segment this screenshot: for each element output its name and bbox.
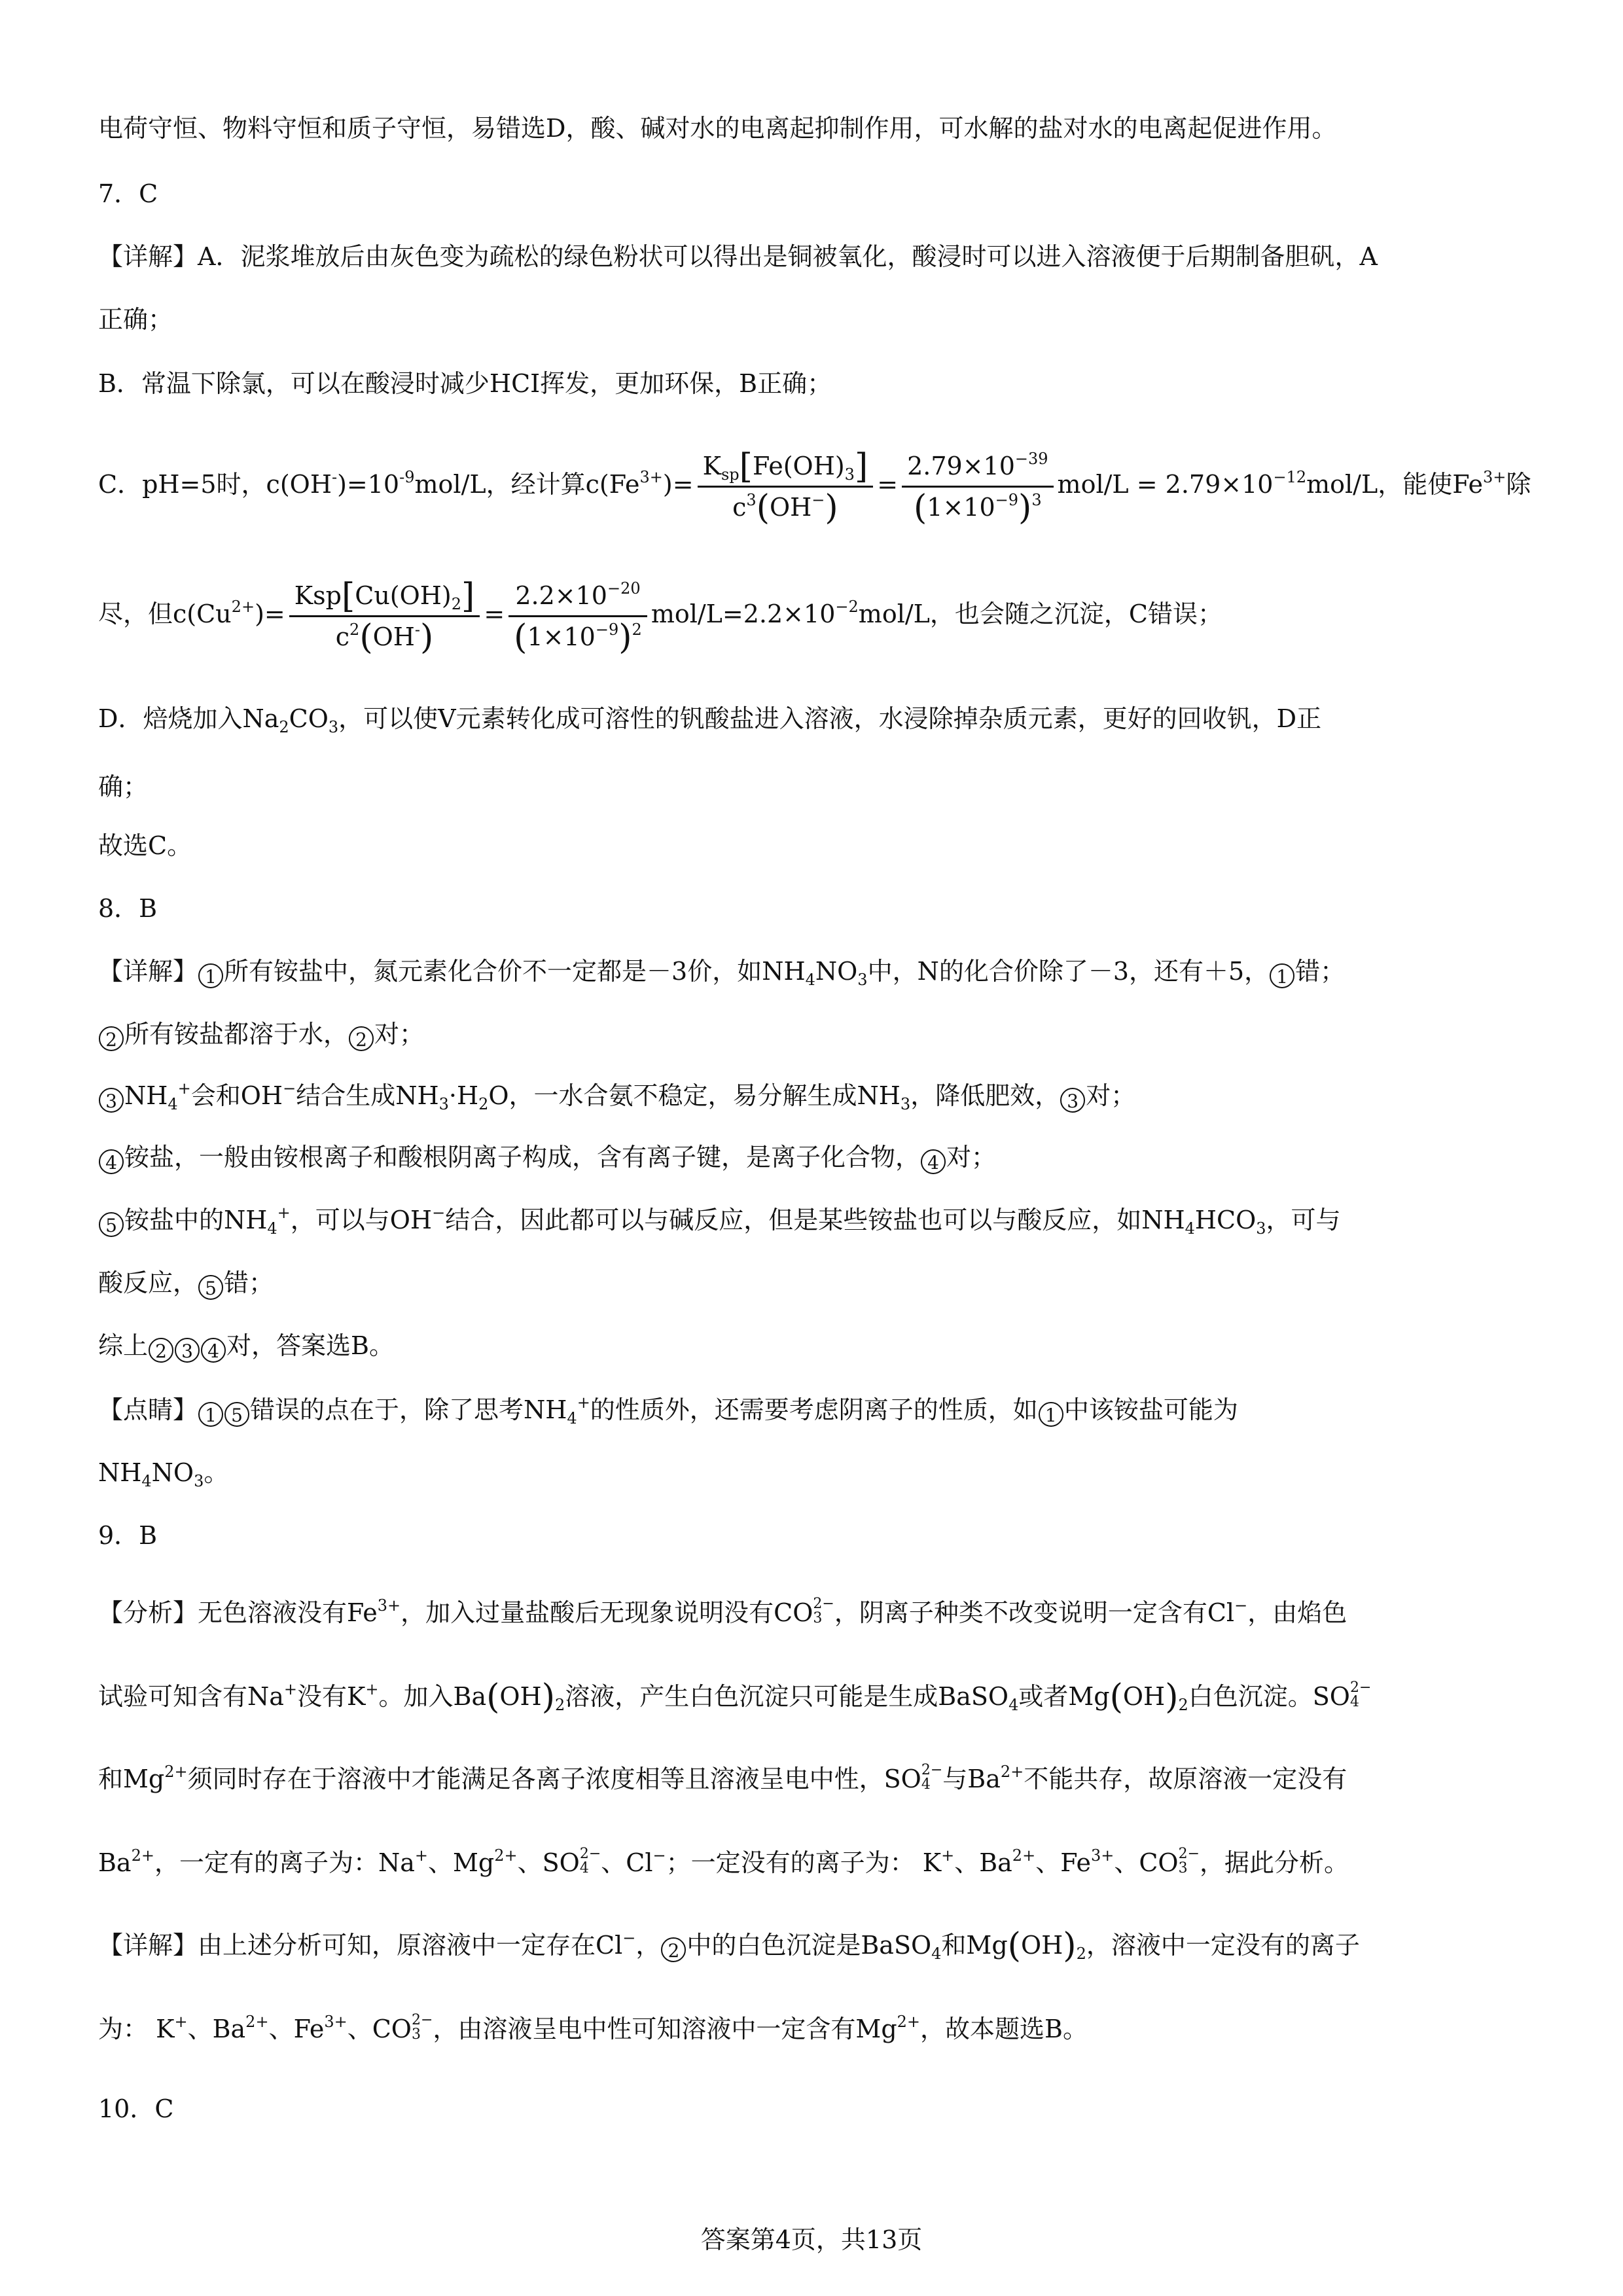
- q8-item-1: 【详解】 1 所有铵盐中，氮元素化合价不一定都是－3价，如$NH_4NO_3$中，N的化合价除了－3，还有＋5， 1 错；: [98, 957, 1346, 989]
- circled-5-icon: 5: [99, 1212, 124, 1237]
- circled-5-icon: 5: [224, 1402, 249, 1427]
- q7-detail-a: 【详解】A．泥浆堆放后由灰色变为疏松的绿色粉状可以得出是铜被氧化，酸浸时可以进入溶液便于后期制备胆矾，A: [98, 242, 1378, 271]
- q8-item-4: 4 铵盐，一般由铵根离子和酸根阴离子构成，含有离子键，是离子化合物， 4 对；: [98, 1141, 1525, 1174]
- circled-4-icon: 4: [921, 1149, 946, 1174]
- circled-3-icon: 3: [99, 1088, 124, 1113]
- circled-3-icon: 3: [1060, 1088, 1085, 1113]
- circled-2-icon: 2: [661, 1937, 686, 1962]
- q8-item-3: 3 $NH_4^+$会和OH−结合生成$NH_3\cdot H_2O$，一水合氨不稳定，易分解生成$NH_3$，降低肥效， 3 对；: [98, 1080, 1525, 1113]
- circled-3-icon: 3: [175, 1338, 200, 1363]
- q9-analysis-3: 和$Mg^{2+}$须同时存在于溶液中才能满足各离子浓度相等且溶液呈电中性，SO 2− 4 与$Ba^{2+}$不能共存，故原溶液一定没有: [98, 1762, 1347, 1793]
- q8-item-5-cont: 酸反应， 5 错；: [98, 1268, 274, 1299]
- circled-2-icon: 2: [149, 1338, 173, 1363]
- circled-1-icon: 1: [198, 963, 223, 988]
- q9-detail-1: 【详解】由上述分析可知，原溶液中一定存在Cl−， 2 中的白色沉淀是BaSO$_4$和$Mg(OH)_2$，溶液中一定没有的离子: [98, 1926, 1360, 1965]
- circled-4-icon: 4: [201, 1338, 226, 1363]
- circled-1-icon: 1: [1270, 963, 1294, 988]
- circled-2-icon: 2: [99, 1026, 124, 1051]
- cu-ksp-fraction: $\frac{Ksp[Cu(OH)_2]}{c^2(OH^-)}$: [289, 576, 480, 656]
- q8-conclusion: 综上 2 3 4 对，答案选B。: [98, 1331, 394, 1362]
- q7-detail-c-cont: 尽，但$c(Cu^{2+})=$ $\frac{Ksp[Cu(OH)_2]}{c^2(OH^-)}$ = $\frac{2.2\times 10^{-20}}{(1\times 10^{-9})^2}$ mol/$L=2.2\times 10^{-2}mol/L$，也会随之沉淀，C错误；: [98, 577, 1222, 657]
- q7-detail-a-cont: 正确；: [98, 305, 173, 334]
- q9-analysis-4: $Ba^{2+}$，一定有的离子为：Na+、$Mg^{2+}$、SO 2− 4 、Cl−；一定没有的离子为： K+、$Ba^{2+}$、$Fe^{3+}$、CO 2− 3 ，据此分析。: [98, 1846, 1349, 1877]
- fe-value-fraction: $\frac{2.79\times 10^{-39}}{(1\times 10^{-9})^3}$: [902, 446, 1053, 527]
- circled-1-icon: 1: [198, 1402, 223, 1427]
- cu-value-fraction: $\frac{2.2\times 10^{-20}}{(1\times 10^{-9})^2}$: [508, 576, 647, 656]
- q7-detail-c: C．pH=5时，$c(OH^-)=10^{-9}mol/L$，经计算$c(Fe^{3+})=$ $\frac{K_{sp}[Fe(OH)_3]}{c^3(OH^-)}$ = $\frac{2.79\times 10^{-39}}{(1\times 10^{-9})^3}$ $mol/L = 2.79\times 10^{-12}mol/L$，能使$Fe^{3+}$除: [98, 447, 1531, 528]
- q7-detail-d-cont: 确；: [98, 772, 149, 801]
- q7-number: 7．C: [98, 179, 158, 208]
- q8-number: 8．B: [98, 894, 158, 923]
- q10-number: 10．C: [98, 2094, 174, 2123]
- q8-item-5: 5 铵盐中的$NH_4^+$，可以与OH−结合，因此都可以与碱反应，但是某些铵盐也可以与酸反应，如$NH_4HCO_3$，可与: [98, 1204, 1525, 1237]
- fe-ksp-fraction: $\frac{K_{sp}[Fe(OH)_3]}{c^3(OH^-)}$: [698, 446, 874, 527]
- q8-comment: 【点睛】 1 5 错误的点在于，除了思考$NH_4^+$的性质外，还需要考虑阴离子的性质，如 1 中该铵盐可能为: [98, 1393, 1238, 1427]
- q9-analysis-2: 试验可知含有Na+没有K+。加入$Ba(OH)_2$溶液，产生白色沉淀只可能是生成BaSO$_4$或者$Mg(OH)_2$白色沉淀。SO 2− 4: [98, 1677, 1372, 1717]
- q9-detail-2: 为： K+、$Ba^{2+}$、$Fe^{3+}$、CO 2− 3 ，由溶液呈电中性可知溶液中一定含有$Mg^{2+}$，故本题选B。: [98, 2012, 1088, 2043]
- circled-1-icon: 1: [1039, 1402, 1063, 1427]
- circled-4-icon: 4: [99, 1149, 124, 1174]
- q9-analysis-1: 【分析】无色溶液没有$Fe^{3+}$，加入过量盐酸后无现象说明没有CO 2− 3 ，阴离子种类不改变说明一定含有Cl−，由焰色: [98, 1596, 1347, 1627]
- q7-detail-d: D．焙烧加入$Na_2CO_3$，可以使V元素转化成可溶性的钒酸盐进入溶液，水浸除掉杂质元素，更好的回收钒，D正: [98, 704, 1322, 736]
- circled-5-icon: 5: [198, 1275, 223, 1300]
- intro-line: 电荷守恒、物料守恒和质子守恒，易错选D，酸、碱对水的电离起抑制作用，可水解的盐对水的电离起促进作用。: [98, 114, 1337, 143]
- q7-conclusion: 故选C。: [98, 831, 192, 860]
- q7-detail-b: B．常温下除氯，可以在酸浸时减少HCI挥发，更加环保，B正确；: [98, 369, 832, 398]
- page-footer: 答案第4页，共13页: [700, 2225, 923, 2254]
- q8-comment-cont: $NH_4NO_3$。: [98, 1458, 229, 1490]
- circled-2-icon: 2: [349, 1026, 374, 1051]
- q8-item-2: 2 所有铵盐都溶于水， 2 对；: [98, 1018, 1525, 1051]
- q9-number: 9．B: [98, 1521, 158, 1550]
